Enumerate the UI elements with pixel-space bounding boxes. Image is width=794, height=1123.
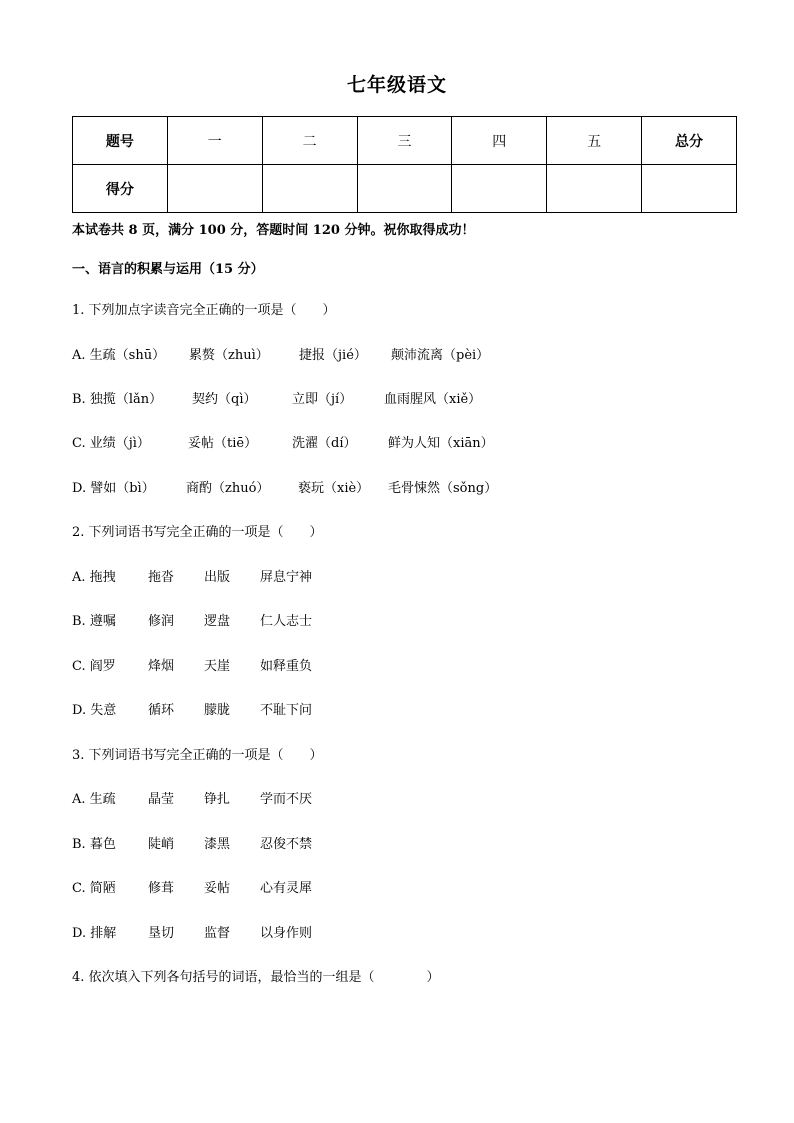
option-item: D. 失意 (72, 703, 117, 718)
score-table-header-cell: 三 (357, 117, 452, 165)
question-stem: 1. 下列加点字读音完全正确的一项是（ ） (72, 303, 336, 318)
option-item: 商酌（zhuó） (186, 481, 270, 496)
option-item: C. 业绩（jì） (72, 436, 150, 451)
option-item: A. 拖拽 (72, 570, 116, 585)
score-cell[interactable] (547, 165, 642, 213)
option-item: B. 遵嘱 (72, 614, 116, 629)
option-item: 毛骨悚然（sǒng） (388, 481, 498, 496)
option-item: 仁人志士 (260, 614, 313, 629)
option-item: 出版 (204, 570, 231, 585)
option-item: A. 生疏（shū） (72, 348, 166, 363)
option-item: 心有灵犀 (260, 881, 313, 896)
option-item: 忍俊不禁 (260, 837, 313, 852)
option-item: C. 简陋 (72, 881, 116, 896)
score-cell[interactable] (357, 165, 452, 213)
option-item: 漆黑 (204, 837, 231, 852)
score-table-header-cell: 题号 (73, 117, 168, 165)
option-item: 不耻下问 (260, 703, 313, 718)
option-item: C. 阎罗 (72, 659, 116, 674)
score-cell[interactable] (262, 165, 357, 213)
option-item: 陡峭 (148, 837, 175, 852)
option-item: 修润 (148, 614, 175, 629)
option-item: 如释重负 (260, 659, 313, 674)
option-item: 晶莹 (148, 792, 175, 807)
option-item: 循环 (148, 703, 175, 718)
option-item: 屏息宁神 (260, 570, 313, 585)
score-cell[interactable] (452, 165, 547, 213)
option-item: 颠沛流离（pèi） (391, 348, 490, 363)
option-item: 拖沓 (148, 570, 175, 585)
option-item: 铮扎 (204, 792, 231, 807)
option-item: 洗濯（dí） (292, 436, 357, 451)
option-item: 契约（qì） (192, 392, 257, 407)
score-table-header-cell: 五 (547, 117, 642, 165)
score-table-header-cell: 一 (167, 117, 262, 165)
score-table (72, 116, 737, 213)
question-stem: 4. 依次填入下列各句括号的词语，最恰当的一组是（ ） (72, 970, 440, 985)
option-item: D. 譬如（bì） (72, 481, 155, 496)
option-item: 累赘（zhuì） (189, 348, 269, 363)
option-item: 垦切 (148, 926, 175, 941)
option-item: 立即（jí） (292, 392, 353, 407)
option-item: 修葺 (148, 881, 175, 896)
score-table-header-cell: 四 (452, 117, 547, 165)
option-item: 烽烟 (148, 659, 175, 674)
exam-notice: 本试卷共 8 页，满分 100 分，答题时间 120 分钟。祝你取得成功！ (72, 223, 475, 238)
score-cell[interactable] (642, 165, 737, 213)
score-table-score-row (73, 165, 737, 213)
option-item: 天崖 (204, 659, 231, 674)
option-item: 妥帖 (204, 881, 231, 896)
score-table-header-cell: 总分 (642, 117, 737, 165)
option-item: 监督 (204, 926, 231, 941)
option-item: B. 独揽（lǎn） (72, 392, 163, 407)
page-title: 七年级语文 (346, 74, 447, 96)
section-title: 一、语言的积累与运用（15 分） (72, 262, 264, 277)
option-item: B. 暮色 (72, 837, 116, 852)
question-stem: 3. 下列词语书写完全正确的一项是（ ） (72, 748, 323, 763)
option-item: D. 排解 (72, 926, 117, 941)
option-item: 妥帖（tiē） (188, 436, 258, 451)
option-item: A. 生疏 (72, 792, 116, 807)
score-row-label: 得分 (73, 165, 168, 213)
score-table-header-cell: 二 (262, 117, 357, 165)
score-table-header-row (73, 117, 737, 165)
score-cell[interactable] (167, 165, 262, 213)
option-item: 以身作则 (260, 926, 313, 941)
option-item: 捷报（jié） (299, 348, 367, 363)
option-item: 朦胧 (204, 703, 231, 718)
option-item: 血雨腥风（xiě） (384, 392, 482, 407)
question-stem: 2. 下列词语书写完全正确的一项是（ ） (72, 525, 323, 540)
option-item: 逻盘 (204, 614, 231, 629)
option-item: 学而不厌 (260, 792, 313, 807)
option-item: 鲜为人知（xiān） (388, 436, 494, 451)
option-item: 亵玩（xiè） (298, 481, 370, 496)
